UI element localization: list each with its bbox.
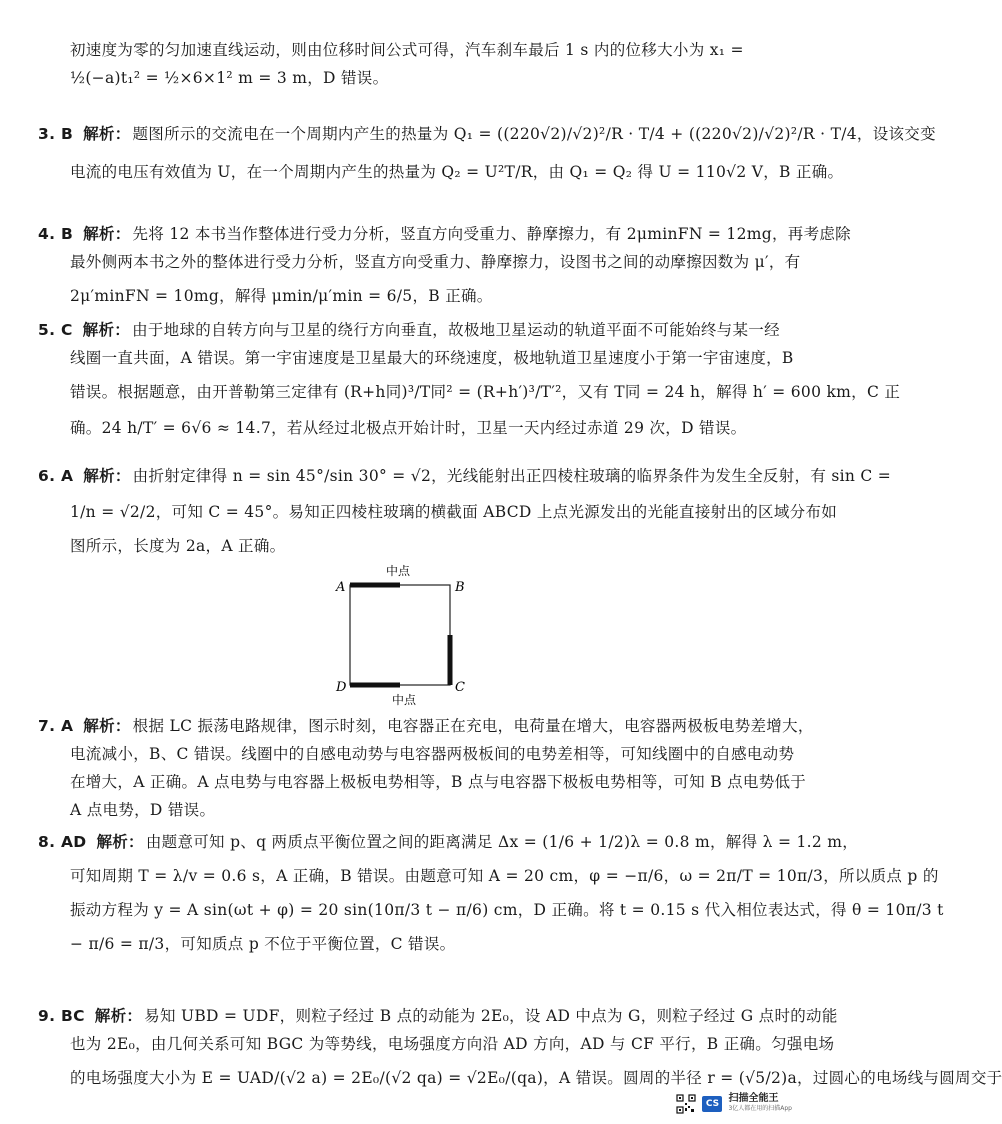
text-line: 题图所示的交流电在一个周期内产生的热量为 Q₁ = ((220√2)/√2)²/R · T/4 + ((220√2)/√2)²/R · T/4，设该交变	[132, 125, 936, 143]
vertex-label-a: A	[336, 580, 346, 595]
question-number: 8. AD	[38, 833, 87, 851]
question-number: 6. A	[38, 467, 74, 485]
midpoint-label-bottom: 中点	[392, 693, 417, 707]
analysis-label: 解析：	[83, 467, 131, 485]
text-line: 错误。根据题意，由开普勒第三定律有 (R+h同)³/T同² = (R+h′)³/T′²，又有 T同 = 24 h，解得 h′ = 600 km，C 正	[70, 383, 901, 401]
text-line: 也为 2E₀，由几何关系可知 BGC 为等势线，电场强度方向沿 AD 方向，AD 与 CF 平行，B 正确。匀强电场	[70, 1035, 835, 1053]
text-line: 初速度为零的匀加速直线运动，则由位移时间公式可得，汽车刹车最后 1 s 内的位移大小为 x₁ =	[70, 41, 744, 59]
text-line: 的电场强度大小为 E = UAD/(√2 a) = 2E₀/(√2 qa) = √2E₀/(qa)，A 错误。圆周的半径 r = (√5/2)a，过圆心的电场线与圆周交于	[70, 1069, 1002, 1087]
vertex-label-c: C	[455, 680, 465, 695]
text-line: 根据 LC 振荡电路规律，图示时刻，电容器正在充电，电荷量在增大，电容器两极板电势差增大，	[132, 717, 814, 735]
question-number: 9. BC	[38, 1007, 85, 1025]
text-line: 在增大，A 正确。A 点电势与电容器上极板电势相等，B 点与电容器下极板电势相等，可知 B 点电势低于	[70, 773, 807, 791]
question-number: 7. A	[38, 717, 74, 735]
text-line: 2μ′minFN = 10mg，解得 μmin/μ′min = 6/5，B 正确。	[70, 287, 493, 305]
text-line: 振动方程为 y = A sin(ωt + φ) = 20 sin(10π/3 t − π/6) cm，D 正确。将 t = 0.15 s 代入相位表达式，得 θ = 10π/3 t	[70, 901, 944, 919]
text-line: ½(−a)t₁² = ½×6×1² m = 3 m，D 错误。	[70, 69, 389, 87]
text-line: 电流减小，B、C 错误。线圈中的自感电动势与电容器两极板间的电势差相等，可知线圈中的自感电动势	[70, 745, 795, 763]
analysis-label: 解析：	[83, 717, 131, 735]
square-outline	[350, 585, 450, 685]
text-line: 由折射定律得 n = sin 45°/sin 30° = √2，光线能射出正四棱柱玻璃的临界条件为发生全反射，有 sin C =	[132, 467, 892, 485]
text-line: 1/n = √2/2，可知 C = 45°。易知正四棱柱玻璃的横截面 ABCD 上点光源发出的光能直接射出的区域分布如	[70, 503, 838, 521]
text-line: − π/6 = π/3，可知质点 p 不位于平衡位置，C 错误。	[70, 935, 456, 953]
text-line: 先将 12 本书当作整体进行受力分析，竖直方向受重力、静摩擦力，有 2μminFN = 12mg，再考虑除	[132, 225, 851, 243]
q6-block	[38, 462, 892, 560]
glass-cross-section-figure	[330, 560, 470, 710]
vertex-label-b: B	[455, 580, 465, 595]
analysis-label: 解析：	[96, 833, 144, 851]
text-line: 易知 UBD = UDF，则粒子经过 B 点的动能为 2E₀，设 AD 中点为 G，则粒子经过 G 点时的动能	[144, 1007, 838, 1025]
midpoint-label-top: 中点	[386, 564, 411, 578]
analysis-label: 解析：	[94, 1007, 143, 1025]
qr-code-icon	[676, 1094, 696, 1114]
q9-block	[38, 1002, 1002, 1092]
question-number: 3. B	[38, 125, 74, 143]
q2-continuation	[70, 36, 750, 92]
text-line: 可知周期 T = λ/v = 0.6 s，A 正确，B 错误。由题意可知 A = 20 cm，φ = −π/6，ω = 2π/T = 10π/3，所以质点 p 的	[70, 867, 939, 885]
brand-name: 扫描全能王	[728, 1093, 779, 1104]
question-number: 5. C	[38, 321, 73, 339]
text-line: 确。24 h/T′ = 6√6 ≈ 14.7，若从经过北极点开始计时，卫星一天内经过赤道 29 次，D 错误。	[70, 419, 747, 437]
question-number: 4. B	[38, 225, 74, 243]
q4-block	[38, 220, 851, 310]
text-line: 最外侧两本书之外的整体进行受力分析，竖直方向受重力、静摩擦力，设图书之间的动摩擦因数为 μ′，有	[70, 253, 801, 271]
q3-block	[38, 120, 936, 186]
brand-tagline: 3亿人都在用的扫描App	[728, 1105, 792, 1112]
q5-block	[38, 316, 901, 442]
text-line: 线圈一直共面，A 错误。第一宇宙速度是卫星最大的环绕速度，极地轨道卫星速度小于第一宇宙速度，B	[70, 349, 794, 367]
text-line: A 点电势，D 错误。	[70, 801, 216, 819]
analysis-label: 解析：	[83, 225, 131, 243]
text-line: 图所示，长度为 2a，A 正确。	[70, 537, 286, 555]
text-line: 电流的电压有效值为 U，在一个周期内产生的热量为 Q₂ = U²T/R，由 Q₁ = Q₂ 得 U = 110√2 V，B 正确。	[70, 163, 844, 181]
cs-logo-icon: CS	[702, 1096, 722, 1112]
analysis-label: 解析：	[82, 321, 131, 339]
text-line: 由题意可知 p、q 两质点平衡位置之间的距离满足 Δx = (1/6 + 1/2)λ = 0.8 m，解得 λ = 1.2 m，	[145, 833, 859, 851]
vertex-label-d: D	[336, 680, 347, 695]
analysis-label: 解析：	[83, 125, 131, 143]
q8-block	[38, 828, 944, 958]
q7-block	[38, 712, 814, 824]
scanner-watermark	[676, 1094, 792, 1114]
text-line: 由于地球的自转方向与卫星的绕行方向垂直，故极地卫星运动的轨道平面不可能始终与某一经	[132, 321, 780, 339]
